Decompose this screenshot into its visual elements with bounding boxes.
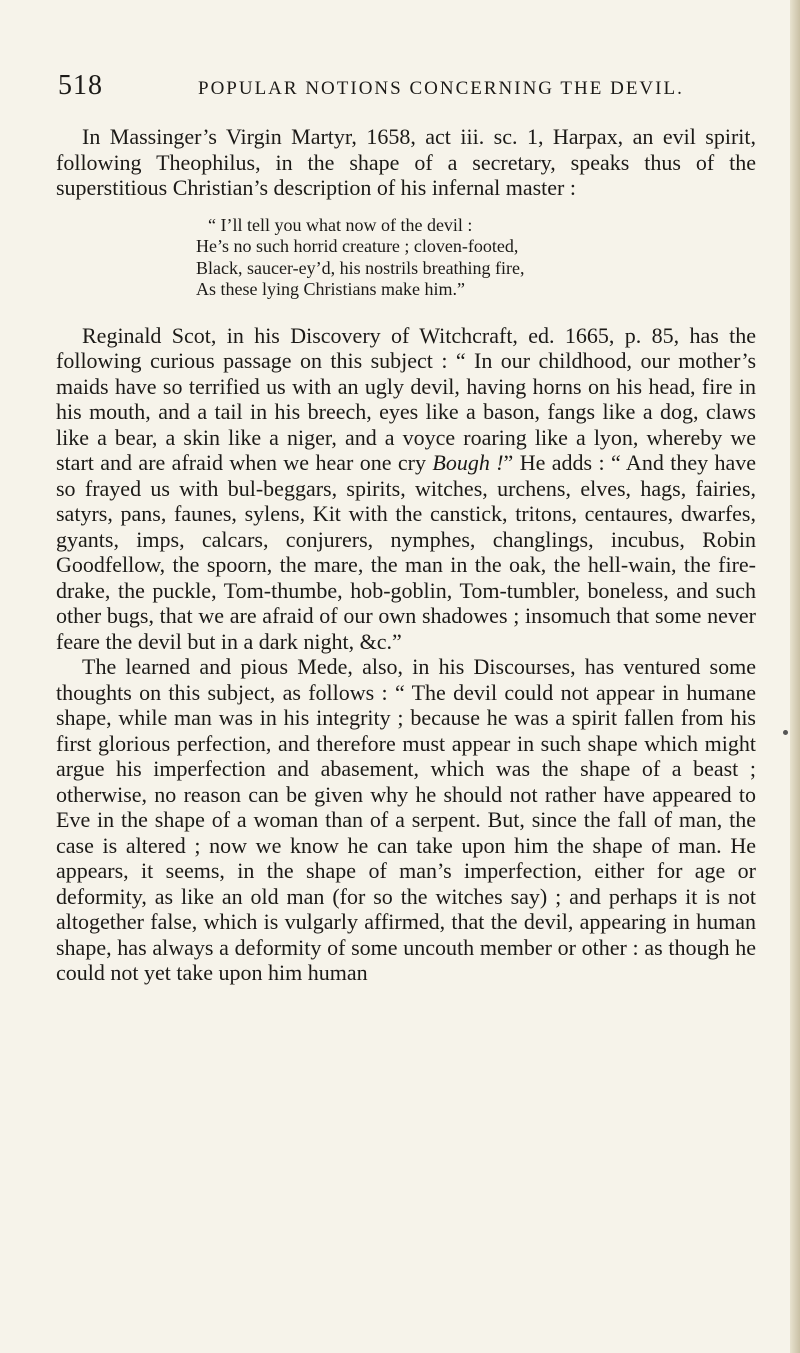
paragraph-reginald-scot [56, 323, 756, 655]
verse-line: As these lying Christians make him.” [196, 279, 465, 299]
page-header [58, 70, 684, 110]
scot-exclamation: Bough ! [432, 450, 504, 475]
running-head: POPULAR NOTIONS CONCERNING THE DEVIL. [198, 78, 684, 99]
margin-mark [783, 730, 788, 735]
page-number: 518 [58, 70, 103, 101]
page-edge [790, 0, 800, 1353]
verse-line: He’s no such horrid creature ; cloven-footed, [196, 236, 519, 256]
paragraph-mede: The learned and pious Mede, also, in his Discourses, has ventured some thoughts on this subject, as follows : “ The devil could not appear in humane shape, while man was in his integrity ; because he was a spirit fallen from his first glorious perfection, and therefore must appear in such shape which might argue his imperfection and abasement, which was the shape of a beast ; otherwise, no reason can be given why he should not rather have appeared to Eve in the shape of a woman than of a serpent. But, since the fall of man, the case is altered ; now we know he can take upon him the shape of man. He appears, it seems, in the shape of man’s imperfection, either for age or deformity, as like an old man (for so the witches say) ; and perhaps it is not altogether false, which is vulgarly affirmed, that the devil, appearing in human shape, has always a deformity of some uncouth member or other : as though he could not yet take upon him human [56, 654, 756, 985]
scot-text-part1: Reginald Scot, in his Discovery of Witchcraft, ed. 1665, p. 85, has the following curious passage on this subject : “ In our childhood, our mother’s maids have so terrified us with an ugly devil, having horns on his head, fire in his mouth, and a tail in his breech, eyes like a bason, fangs like a dog, claws like a bear, a skin like a niger, and a voyce roaring like a lyon, whereby we start and are afraid when we hear one cry [56, 322, 756, 475]
page-body [56, 124, 756, 986]
paragraph-massinger: In Massinger’s Virgin Martyr, 1658, act iii. sc. 1, Harpax, an evil spirit, following Theophilus, in the shape of a secretary, speaks thus of the superstitious Christian’s description of his infernal master : [56, 124, 756, 200]
scot-text-part2: ” He adds : “ And they have so frayed us with bul-beggars, spirits, witches, urchens, elves, hags, fairies, satyrs, pans, faunes, sylens, Kit with the canstick, tritons, centaures, dwarfes, gyants, imps, calcars, conjurers, nymphes, changlings, incubus, Robin Goodfellow, the spoorn, the mare, the man in the oak, the hell-wain, the fire-drake, the puckle, Tom-thumbe, hob-goblin, Tom-tumbler, boneless, and such other bugs, that we are afraid of our own shadowes ; insomuch that some never feare the devil but in a dark night, &c.” [56, 450, 757, 654]
verse-quotation [56, 215, 756, 301]
verse-line: Black, saucer-ey’d, his nostrils breathing fire, [196, 257, 525, 278]
verse-line: “ I’ll tell you what now of the devil : [208, 214, 473, 235]
